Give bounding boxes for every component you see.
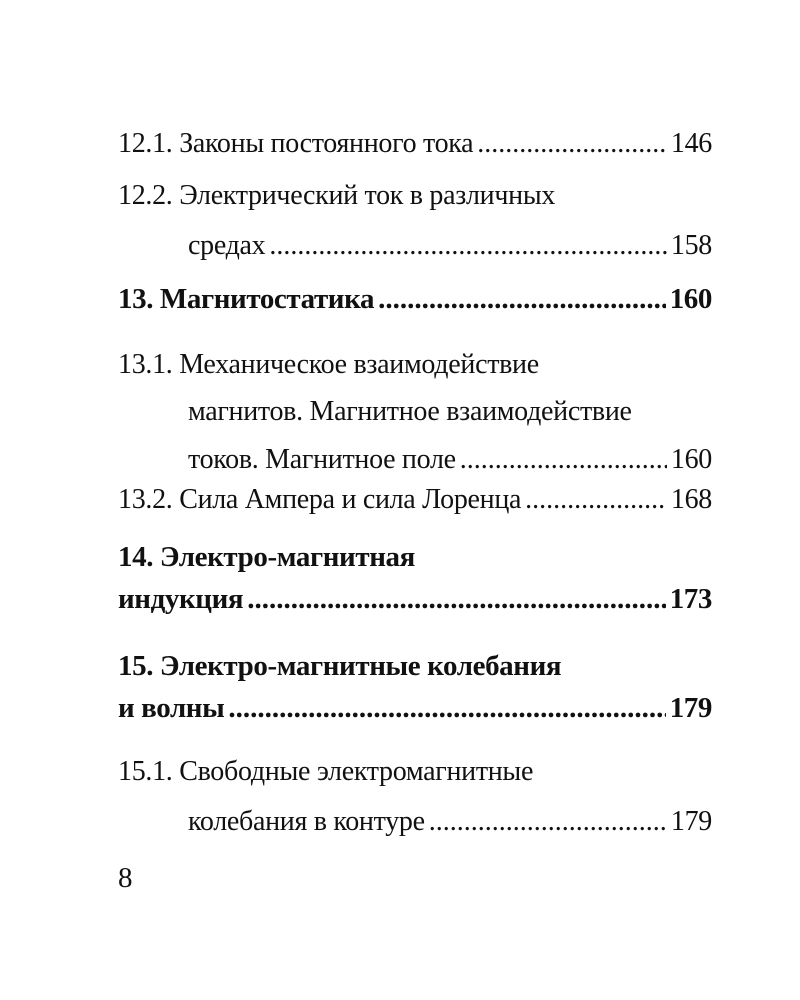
toc-chapter-title: 14. Электро-магнитная	[118, 541, 415, 573]
toc-entry-12-2-line1	[118, 180, 712, 220]
toc-chapter-14-line1	[118, 541, 712, 581]
toc-chapter-13	[118, 283, 712, 323]
toc-entry-title: 13.1. Механическое взаимодействие	[118, 349, 539, 380]
toc-entry-title: 12.1. Законы постоянного тока	[118, 128, 474, 159]
toc-chapter-title-cont: и волны	[118, 692, 225, 724]
toc-entry-title-cont: колебания в контуре	[188, 806, 425, 837]
toc-entry-12-1	[118, 128, 712, 168]
page-number: 8	[118, 862, 133, 894]
toc-leader-dots	[525, 484, 667, 516]
toc-leader-dots	[247, 583, 665, 616]
toc-entry-15-1-line1	[118, 756, 712, 796]
toc-leader-dots	[429, 806, 667, 838]
toc-entry-13-2	[118, 484, 712, 524]
toc-chapter-page: 173	[669, 583, 712, 615]
toc-entry-12-2-line2	[188, 230, 712, 270]
toc-entry-13-1-line1	[118, 349, 712, 389]
toc-entry-page: 160	[670, 444, 712, 475]
toc-leader-dots	[269, 230, 667, 262]
toc-chapter-title: 15. Электро-магнитные колебания	[118, 650, 562, 682]
toc-chapter-15-line2	[118, 692, 712, 732]
toc-entry-15-1-line2	[188, 806, 712, 846]
toc-chapter-title: 13. Магнитостатика	[118, 283, 375, 315]
toc-entry-page: 179	[670, 806, 712, 837]
toc-chapter-14-line2	[118, 583, 712, 623]
toc-entry-title: 13.2. Сила Ампера и сила Лоренца	[118, 484, 522, 515]
toc-leader-dots	[228, 692, 665, 725]
toc-chapter-15-line1	[118, 650, 712, 690]
toc-entry-page: 146	[670, 128, 712, 159]
toc-entry-page: 168	[670, 484, 712, 515]
toc-entry-title-cont: средах	[188, 230, 266, 261]
toc-entry-title: 12.2. Электрический ток в различных	[118, 180, 556, 211]
toc-leader-dots	[477, 128, 667, 160]
toc-entry-13-1-line3	[188, 444, 712, 484]
toc-entry-13-1-line2	[188, 396, 712, 436]
toc-leader-dots	[460, 444, 667, 476]
toc-chapter-page: 160	[669, 283, 712, 315]
toc-chapter-title-cont: индукция	[118, 583, 244, 615]
toc-entry-title-cont: токов. Магнитное поле	[188, 444, 456, 475]
toc-entry-title-cont: магнитов. Магнитное взаимодействие	[188, 396, 632, 427]
toc-leader-dots	[378, 283, 666, 316]
toc-entry-page: 158	[670, 230, 712, 261]
toc-chapter-page: 179	[669, 692, 712, 724]
toc-entry-title: 15.1. Свободные электромагнитные	[118, 756, 534, 787]
